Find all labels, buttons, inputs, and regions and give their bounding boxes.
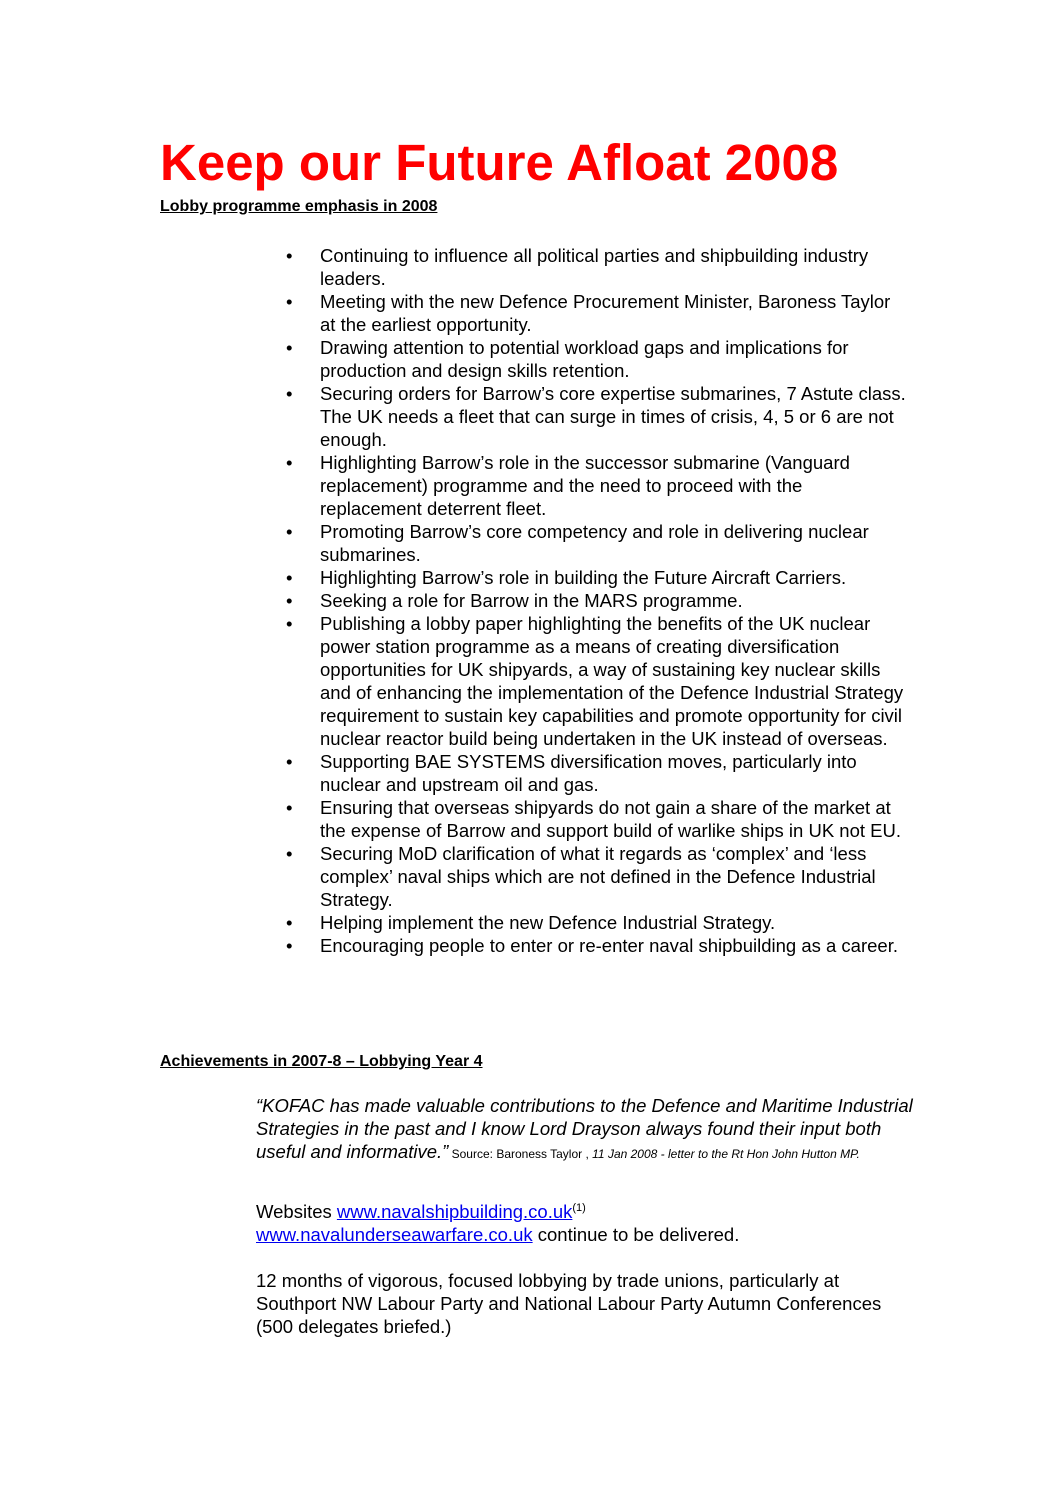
list-item	[286, 244, 906, 290]
list-item	[286, 911, 906, 934]
list-item	[286, 934, 906, 957]
websites-suffix: continue to be delivered.	[532, 1224, 740, 1245]
list-item-text: Encouraging people to enter or re-enter naval shipbuilding as a career.	[320, 935, 898, 956]
list-item-text: Publishing a lobby paper highlighting the benefits of the UK nuclear power station programme as a means of creating diversification opportunities for UK shipyards, a way of sustaining key nuclear skills and of enhancing the implementation of the Defence Industrial Strategy requirement to sustain key capabilities and promote opportunity for civil nuclear reactor build being undertaken in the UK instead of overseas.	[320, 613, 904, 749]
bullet-marker: •	[286, 383, 293, 404]
bullet-marker: •	[286, 843, 293, 864]
list-item	[286, 589, 906, 612]
bullet-marker: •	[286, 935, 293, 956]
list-item-text: Meeting with the new Defence Procurement Minister, Baroness Taylor at the earliest opportunity.	[320, 291, 891, 335]
websites-label: Websites	[256, 1201, 337, 1222]
bullet-marker: •	[286, 590, 293, 611]
list-item	[286, 451, 906, 520]
list-item	[286, 336, 906, 382]
link-navalunderseawarfare[interactable]: www.navalunderseawarfare.co.uk	[256, 1224, 533, 1245]
quote-source-detail: 11 Jan 2008 - letter to the Rt Hon John Hutton MP.	[588, 1147, 860, 1161]
list-item-text: Drawing attention to potential workload gaps and implications for production and design skills retention.	[320, 337, 849, 381]
quote-block	[256, 1094, 916, 1163]
bullet-marker: •	[286, 452, 293, 473]
list-item	[286, 382, 906, 451]
bullet-marker: •	[286, 797, 293, 818]
list-item	[286, 612, 906, 750]
bullet-marker: •	[286, 337, 293, 358]
bullet-marker: •	[286, 912, 293, 933]
list-item-text: Securing MoD clarification of what it regards as ‘complex’ and ‘less complex’ naval ships which are not defined in the Defence Industrial Strategy.	[320, 843, 876, 910]
section-heading-achievements: Achievements in 2007-8 – Lobbying Year 4	[160, 1053, 483, 1070]
list-item-text: Supporting BAE SYSTEMS diversification moves, particularly into nuclear and upstream oil and gas.	[320, 751, 857, 795]
bullet-marker: •	[286, 521, 293, 542]
list-item	[286, 842, 906, 911]
lobby-emphasis-list	[286, 244, 906, 957]
list-item-text: Securing orders for Barrow’s core expertise submarines, 7 Astute class. The UK needs a fleet that can surge in times of crisis, 4, 5 or 6 are not enough.	[320, 383, 906, 450]
bullet-marker: •	[286, 613, 293, 634]
bullet-marker: •	[286, 245, 293, 266]
page-title: Keep our Future Afloat 2008	[160, 134, 839, 191]
bullet-marker: •	[286, 291, 293, 312]
link-navalshipbuilding[interactable]: www.navalshipbuilding.co.uk	[336, 1201, 573, 1222]
bullet-marker: •	[286, 567, 293, 588]
list-item-text: Seeking a role for Barrow in the MARS programme.	[320, 590, 743, 611]
bullet-marker: •	[286, 751, 293, 772]
list-item-text: Highlighting Barrow’s role in building the Future Aircraft Carriers.	[320, 567, 847, 588]
list-item-text: Promoting Barrow’s core competency and role in delivering nuclear submarines.	[320, 521, 869, 565]
quote-source: Source: Baroness Taylor ,	[448, 1147, 589, 1161]
section-heading-lobby-programme: Lobby programme emphasis in 2008	[160, 198, 438, 215]
websites-paragraph	[256, 1200, 916, 1246]
list-item	[286, 750, 906, 796]
list-item	[286, 796, 906, 842]
list-item	[286, 520, 906, 566]
list-item-text: Highlighting Barrow’s role in the successor submarine (Vanguard replacement) programme and the need to proceed with the replacement deterrent fleet.	[320, 452, 850, 519]
footnote-marker: (1)	[572, 1201, 586, 1214]
quote-text: “KOFAC has made valuable contributions to the Defence and Maritime Industrial Strategies in the past and I know Lord Drayson always found their input both useful and informative.”	[256, 1095, 913, 1162]
list-item-text: Ensuring that overseas shipyards do not gain a share of the market at the expense of Barrow and support build of warlike ships in UK not EU.	[320, 797, 902, 841]
list-item-text: Helping implement the new Defence Industrial Strategy.	[320, 912, 776, 933]
lobbying-paragraph: 12 months of vigorous, focused lobbying by trade unions, particularly at Southport NW Labour Party and National Labour Party Autumn Conferences (500 delegates briefed.)	[256, 1270, 882, 1337]
list-item-text: Continuing to influence all political parties and shipbuilding industry leaders.	[320, 245, 869, 289]
list-item	[286, 566, 906, 589]
list-item	[286, 290, 906, 336]
